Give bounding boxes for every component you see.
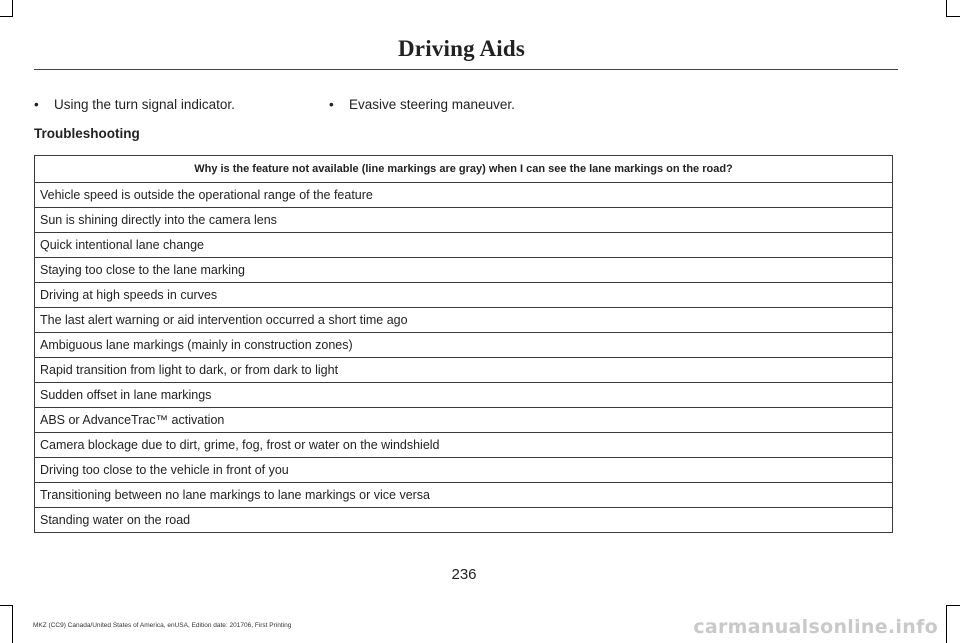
crop-mark-bottom-left-v [12, 605, 13, 643]
crop-mark-bottom-left-h [0, 605, 13, 606]
table-row [35, 283, 893, 308]
table-row [35, 508, 893, 533]
table-cell: Vehicle speed is outside the operational range of the feature [35, 183, 893, 208]
crop-mark-top-left-h [0, 16, 13, 17]
table-row [35, 383, 893, 408]
table-cell: Driving at high speeds in curves [35, 283, 893, 308]
page-title: Driving Aids [397, 36, 525, 61]
table-cell: Driving too close to the vehicle in front of you [35, 458, 893, 483]
table-cell: Sun is shining directly into the camera lens [35, 208, 893, 233]
table-row [35, 358, 893, 383]
table-cell: Ambiguous lane markings (mainly in construction zones) [35, 333, 893, 358]
bullet-text: Evasive steering maneuver. [349, 97, 515, 112]
crop-mark-bottom-right-v [946, 605, 947, 643]
crop-mark-top-left-v [12, 0, 13, 16]
table-row [35, 258, 893, 283]
table-cell: Transitioning between no lane markings to lane markings or vice versa [35, 483, 893, 508]
table-header-cell: Why is the feature not available (line markings are gray) when I can see the lane markings on the road? [35, 156, 893, 183]
table-cell: ABS or AdvanceTrac™ activation [35, 408, 893, 433]
table-row [35, 233, 893, 258]
table-cell: Standing water on the road [35, 508, 893, 533]
table-row [35, 458, 893, 483]
table-cell: Camera blockage due to dirt, grime, fog, frost or water on the windshield [35, 433, 893, 458]
table-cell: The last alert warning or aid intervention occurred a short time ago [35, 308, 893, 333]
crop-mark-bottom-right-h [946, 605, 960, 606]
table-row [35, 483, 893, 508]
table-row [35, 308, 893, 333]
bullet-marker: • [34, 97, 39, 112]
table-row [35, 408, 893, 433]
table-cell: Staying too close to the lane marking [35, 258, 893, 283]
crop-mark-top-right-h [946, 16, 960, 17]
table-row [35, 208, 893, 233]
table-header-row [35, 156, 893, 183]
crop-mark-top-right-v [946, 0, 947, 16]
section-heading: Troubleshooting [34, 126, 140, 141]
table-row [35, 333, 893, 358]
table-row [35, 433, 893, 458]
troubleshooting-table [34, 155, 893, 533]
bullet-item-evasive-steering [329, 97, 515, 112]
table-cell: Rapid transition from light to dark, or from dark to light [35, 358, 893, 383]
bullet-text: Using the turn signal indicator. [54, 97, 235, 112]
bullet-item-turn-signal [34, 97, 235, 112]
table-row [35, 183, 893, 208]
table-cell: Quick intentional lane change [35, 233, 893, 258]
header-rule [34, 69, 898, 70]
bullet-marker: • [329, 97, 334, 112]
page-number: 236 [451, 566, 477, 583]
watermark: carmanualsonline.info [693, 616, 938, 638]
footer-edition-text: MKZ (CC9) Canada/United States of America, enUSA, Edition date: 201706, First Printing [33, 622, 292, 629]
table-cell: Sudden offset in lane markings [35, 383, 893, 408]
